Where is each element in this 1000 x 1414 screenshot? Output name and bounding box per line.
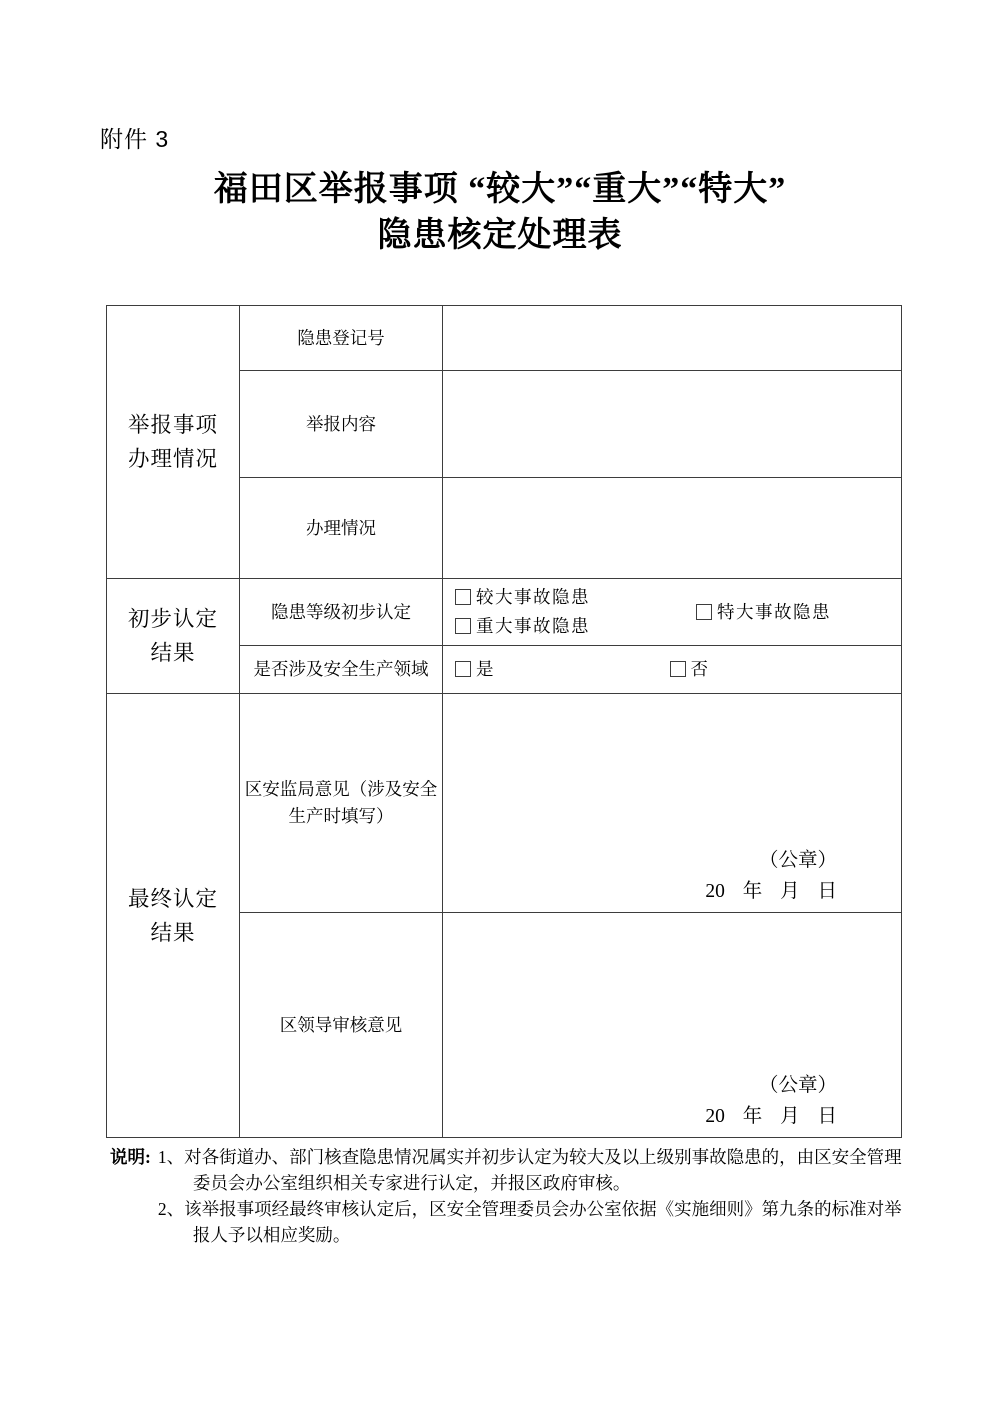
- checkbox-label: 重大事故隐患: [476, 616, 590, 636]
- section-header-initial-result-label: 初步认定结果: [127, 607, 218, 665]
- handling-status-field[interactable]: [443, 478, 902, 579]
- checkbox-icon[interactable]: [455, 661, 471, 677]
- seal-date-block: [705, 845, 837, 907]
- checkbox-option-larger-accident[interactable]: [455, 583, 590, 612]
- note-item-1: 1、对各街道办、部门核查隐患情况属实并初步认定为较大及以上级别事故隐患的，由区安全管理委员会办公室组织相关专家进行认定，并报区政府审核。: [157, 1147, 902, 1193]
- row-label-district-leader-review: 区领导审核意见: [240, 913, 443, 1138]
- table-row: [107, 694, 902, 913]
- seal-date-block: [705, 1070, 837, 1132]
- checkbox-label: 特大事故隐患: [717, 601, 831, 622]
- form-table: [106, 305, 902, 1138]
- checkbox-label: 较大事故隐患: [476, 587, 590, 607]
- doc-title: [0, 167, 1000, 259]
- seal-text: （公章）: [758, 850, 837, 871]
- checkbox-option-no[interactable]: [670, 655, 709, 684]
- checkbox-label: 是: [476, 659, 494, 679]
- checkbox-icon[interactable]: [455, 589, 471, 605]
- notes-label: 说明:: [110, 1147, 151, 1167]
- hazard-level-options-cell: [443, 579, 902, 646]
- report-content-field[interactable]: [443, 371, 902, 478]
- checkbox-option-yes[interactable]: [455, 655, 494, 684]
- note-item-2: 2、该举报事项经最终审核认定后，区安全管理委员会办公室依据《实施细则》第九条的标准对举报人予以相应奖励。: [157, 1199, 902, 1245]
- safety-scope-options-cell: [443, 646, 902, 694]
- section-header-final-result-label: 最终认定结果: [127, 886, 218, 945]
- row-label-report-content: 举报内容: [240, 371, 443, 478]
- hazard-level-options-right: [696, 598, 831, 627]
- row-label-safety-bureau-opinion: 区安监局意见（涉及安全生产时填写）: [240, 694, 443, 913]
- hazard-level-options-left: [455, 583, 590, 641]
- safety-scope-options: [443, 655, 901, 684]
- checkbox-label: 否: [690, 659, 708, 679]
- row-label-handling-status: 办理情况: [240, 478, 443, 579]
- checkbox-icon[interactable]: [455, 618, 471, 634]
- hazard-level-options: [443, 583, 901, 641]
- row-label-hazard-level-initial: 隐患等级初步认定: [240, 579, 443, 646]
- checkbox-option-major-accident[interactable]: [455, 612, 590, 641]
- notes-items: [158, 1144, 905, 1248]
- hazard-registration-number-field[interactable]: [443, 306, 902, 371]
- doc-title-line2: 隐患核定处理表: [377, 217, 623, 254]
- checkbox-icon[interactable]: [696, 604, 712, 620]
- table-row: [107, 306, 902, 371]
- section-header-report-handling-label: 举报事项办理情况: [127, 413, 218, 471]
- seal-text: （公章）: [758, 1075, 837, 1096]
- section-header-report-handling: [107, 306, 240, 579]
- doc-title-line1: 福田区举报事项 “较大”“重大”“特大”: [213, 171, 787, 208]
- table-row: [107, 579, 902, 646]
- section-header-final-result: [107, 694, 240, 1138]
- checkbox-icon[interactable]: [670, 661, 686, 677]
- checkbox-option-extra-large-accident[interactable]: [696, 598, 831, 627]
- row-label-safety-production-scope: 是否涉及安全生产领域: [240, 646, 443, 694]
- row-label-hazard-registration-number: 隐患登记号: [240, 306, 443, 371]
- date-line: 20 年 月 日: [705, 1106, 837, 1127]
- attachment-label: 附件 3: [100, 126, 170, 152]
- section-header-initial-result: [107, 579, 240, 694]
- safety-bureau-opinion-field[interactable]: [443, 694, 902, 913]
- date-line: 20 年 月 日: [705, 881, 837, 902]
- district-leader-review-field[interactable]: [443, 913, 902, 1138]
- notes: [110, 1144, 905, 1248]
